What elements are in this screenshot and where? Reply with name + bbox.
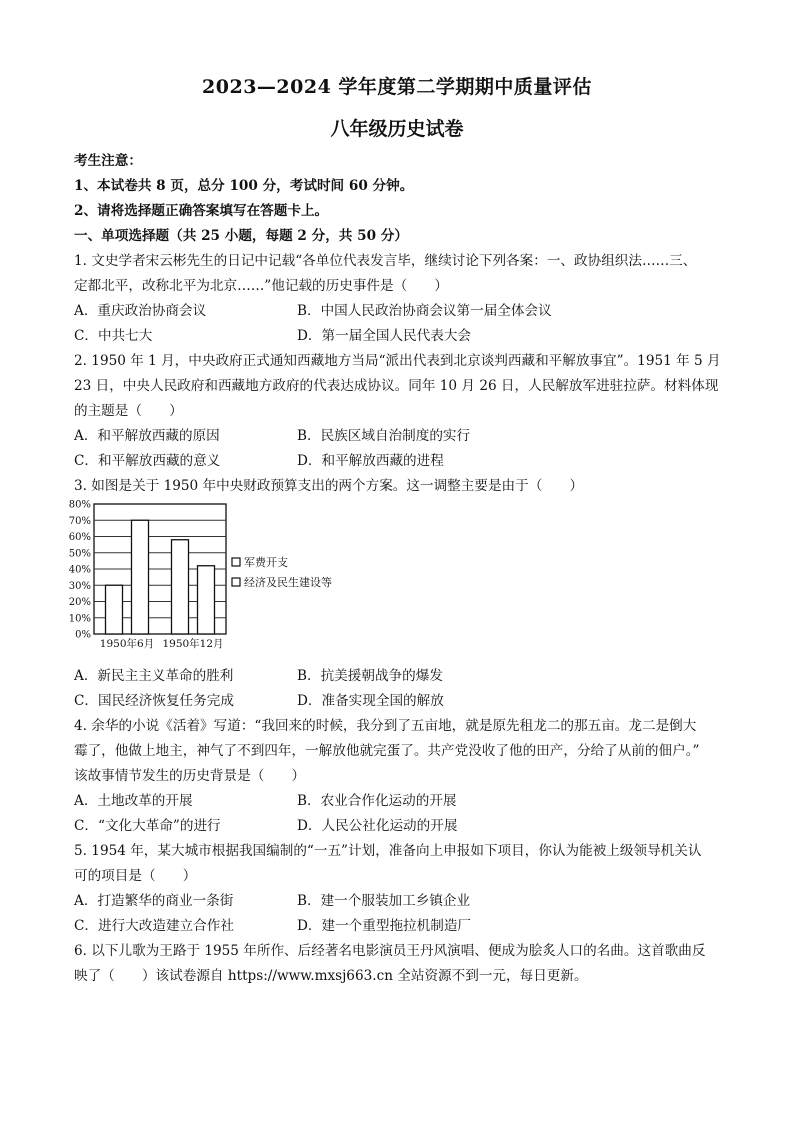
q4-option-d: D．人民公社化运动的开展 (297, 818, 458, 834)
section-heading: 一、单项选择题（共 25 小题，每题 2 分，共 50 分） (74, 228, 408, 244)
y-tick-label: 20% (68, 597, 91, 608)
bar-military (106, 585, 123, 634)
bar-economy (198, 566, 215, 634)
exam-title: 2023—2024 学年度第二学期期中质量评估 (202, 76, 592, 98)
q6-stem-line1: 6. 以下儿歌为王路于 1955 年所作、后经著名电影演员王丹风演唱、便成为脍炙人口的名曲。这首歌曲反 (74, 943, 706, 959)
q3-option-b: B．抗美援朝战争的爆发 (297, 668, 443, 684)
q4-option-b: B．农业合作化运动的开展 (297, 793, 457, 809)
q1-option-a: A．重庆政治协商会议 (74, 303, 207, 319)
y-tick-label: 50% (68, 548, 91, 560)
q1-stem-line1: 1. 文史学者宋云彬先生的日记中记载“各单位代表发言毕，继续讨论下列各案：一、政协组织法……三、 (74, 253, 697, 269)
q5-stem-line1: 5. 1954 年，某大城市根据我国编制的“一五”计划，准备向上申报如下项目，你认为能被上级领导机关认 (74, 843, 702, 859)
legend-swatch (232, 578, 240, 586)
y-tick-label: 0% (75, 629, 91, 641)
y-tick-label: 40% (68, 564, 91, 576)
x-tick-label: 1950年6月 (99, 638, 155, 650)
q3-option-c: C．国民经济恢复任务完成 (74, 693, 234, 709)
chart-y-tick-labels (69, 500, 91, 641)
legend-label: 经济及民生建设等 (244, 576, 332, 589)
q2-stem-line1: 2. 1950 年 1 月，中央政府正式通知西藏地方当局“派出代表到北京谈判西藏和平解放事宜”。1951 年 5 月 (74, 353, 721, 369)
legend-swatch (232, 558, 240, 566)
q2-option-d: D．和平解放西藏的进程 (297, 453, 444, 469)
q3-option-d: D．准备实现全国的解放 (297, 693, 444, 709)
q6-stem-line2: 映了（ ）该试卷源自 https://www.mxsj663.cn 全站资源不到一元，每日更新。 (74, 968, 588, 984)
q1-option-c: C．中共七大 (74, 328, 153, 344)
q1-option-b: B．中国人民政治协商会议第一届全体会议 (297, 303, 552, 319)
legend-label: 军费开支 (244, 556, 288, 569)
y-tick-label: 30% (68, 580, 91, 592)
q2-option-c: C．和平解放西藏的意义 (74, 453, 221, 469)
notice-item-2: 2、请将选择题正确答案填写在答题卡上。 (74, 203, 329, 219)
q5-option-b: B．建一个服装加工乡镇企业 (297, 893, 471, 909)
y-tick-label: 70% (68, 515, 91, 527)
y-tick-label: 60% (68, 532, 91, 543)
q1-stem-line2: 定都北平，改称北平为北京……”他记载的历史事件是（ ） (74, 278, 448, 294)
q2-stem-line3: 的主题是（ ） (74, 403, 183, 419)
notice-heading: 考生注意： (74, 153, 142, 169)
q4-option-a: A．土地改革的开展 (74, 793, 193, 809)
budget-chart (68, 498, 340, 656)
notice-item-1: 1、本试卷共 8 页，总分 100 分，考试时间 60 分钟。 (74, 178, 414, 194)
q3-option-a: A．新民主主义革命的胜利 (74, 668, 234, 684)
q5-option-d: D．建一个重型拖拉机制造厂 (297, 918, 472, 934)
q2-option-b: B．民族区域自治制度的实行 (297, 428, 471, 444)
exam-subtitle: 八年级历史试卷 (330, 118, 464, 140)
q4-stem-line1: 4. 余华的小说《活着》写道：“我回来的时候，我分到了五亩地，就是原先租龙二的那五亩。龙二是倒大 (74, 718, 697, 734)
y-tick-label: 80% (68, 499, 91, 511)
chart-legend (232, 555, 332, 589)
q1-option-d: D．第一届全国人民代表大会 (297, 328, 472, 344)
q5-stem-line2: 可的项目是（ ） (74, 868, 197, 884)
chart-x-labels (100, 637, 224, 650)
q3-stem-line1: 3. 如图是关于 1950 年中央财政预算支出的两个方案。这一调整主要是由于（ ） (74, 478, 584, 494)
q5-option-c: C．进行大改造建立合作社 (74, 918, 234, 934)
q5-option-a: A．打造繁华的商业一条街 (74, 893, 234, 909)
bar-economy (132, 520, 149, 634)
q4-option-c: C．“文化大革命”的进行 (74, 818, 221, 834)
x-tick-label: 1950年12月 (162, 638, 224, 650)
bar-military (172, 540, 189, 634)
y-tick-label: 10% (68, 613, 91, 625)
q2-option-a: A．和平解放西藏的原因 (74, 428, 220, 444)
chart-bars (106, 520, 215, 634)
q4-stem-line3: 该故事情节发生的历史背景是（ ） (74, 768, 306, 784)
q4-stem-line2: 霉了，他做上地主，神气了不到四年，一解放他就完蛋了。共产党没收了他的田产，分给了从前的佃户。” (74, 743, 700, 759)
q2-stem-line2: 23 日，中央人民政府和西藏地方政府的代表达成协议。同年 10 月 26 日，人民解放军进驻拉萨。材料体现 (74, 378, 719, 394)
